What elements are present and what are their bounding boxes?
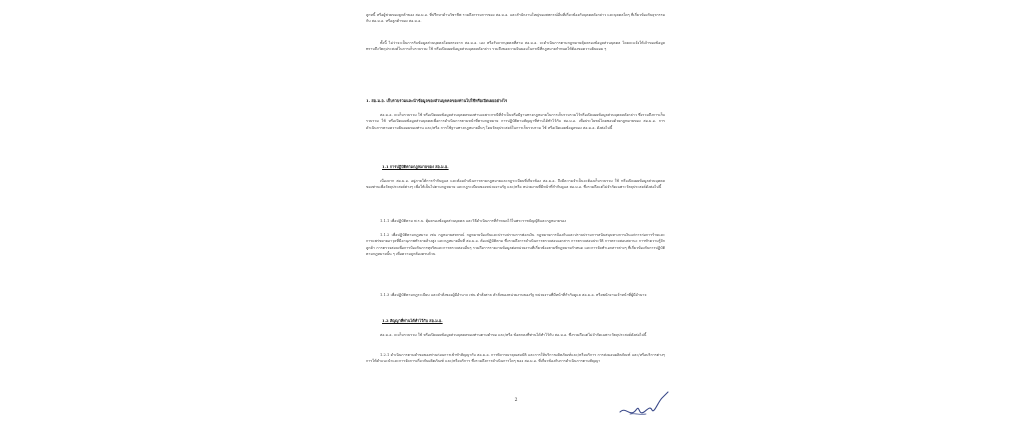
list-item-1-1-3: 1.1.3 เพื่อปฏิบัติตามกฎระเบียบ และคำสั่งของผู้มีอำนาจ เช่น คำสั่งศาล คำสั่งของหน่วยงานของรัฐ หน่วยงานที่มีหน้าที่กำกับดูแล สอ.ม.อ. หรือพนักงานเจ้าหน้าที่ผู้มีอำนาจ — [380, 293, 647, 297]
paragraph-notice: ทั้งนี้ ไม่ว่าจะเป็นการรับข้อมูลส่วนบุคคลโดยตรงจาก สอ.ม.อ. เอง หรือรับจากบุคคลที่สาม สอ.ม.อ. จะดำเนินการตามกฎหมายคุ้มครองข้อมูลส่วนบุคคล โดยจะแจ้งให้เจ้าของข้อมูลทราบถึงวัตถุประสงค์ในการเก็บรวบรวม ใช้ หรือเปิดเผยข้อมูลส่วนบุคคลดังกล่าว รวมถึงขอความยินยอมในกรณีที่กฎหมายกำหนดให้ต้องขอความยินยอม ๆ — [366, 41, 665, 52]
page-number: 2 — [514, 398, 518, 403]
paragraph-intro-continued: ลูกหนี้ หรือผู้ช่วยของลูกค้าของ สอ.ม.อ. ที่ปรึกษาด้านวิชาชีพ รวมถึงกรรมการของ สอ.ม.อ. และสำนักงานใหญ่ของสหกรณ์อื่นที่เกี่ยวข้องกับบุคคลดังกล่าว และบุคคลใดๆ ที่เกี่ยวข้องกับธุรกรรมกับ สอ.ม.อ. หรือลูกค้าของ สอ.ม.อ. — [366, 13, 665, 24]
section-heading-1: 1. สอ.ม.อ. เก็บรวบรวมและนำข้อมูลของส่วนบุคคลของท่านไปใช้หรือเปิดเผยอย่างไร — [366, 98, 508, 103]
document-page — [352, 0, 677, 433]
subheading-1-1: 1.1 การปฏิบัติตามกฎหมายของ สอ.ม.อ. — [382, 165, 449, 169]
list-item-1-1-1: 1.1.1 เพื่อปฏิบัติตาม พ.ร.บ. คุ้มครองข้อมูลส่วนบุคคล และวิธีดำเนินการที่กำหนดไว้ในพระราชบัญญัติและกฎหมายรอง — [380, 219, 567, 223]
paragraph-1-1-body: เนื่องจาก สอ.ม.อ. อยู่ภายใต้การกำกับดูแล และต้องดำเนินการตามกฎหมายและกฎระเบียบที่เกี่ยวข้อง สอ.ม.อ. จึงมีความจำเป็นจะต้องเก็บรวบรวม ใช้ หรือเปิดเผยข้อมูลส่วนบุคคลของท่านเพื่อวัตถุประสงค์ต่างๆ เพื่อให้เป็นไปตามกฎหมาย และกฎระเบียบของหน่วยงานรัฐ และ/หรือ หน่วยงานที่มีหน้าที่กำกับดูแล สอ.ม.อ. ซึ่งรวมถึงแต่ไม่จำกัดเฉพาะวัตถุประสงค์ดังต่อไปนี้ — [366, 179, 665, 190]
list-item-1-2-1: 1.2.1 ดำเนินการตามคำขอของท่านก่อนการเข้าทำสัญญากับ สอ.ม.อ. การพิจารณาคุณสมบัติ และการให้บริการผลิตภัณฑ์และ/หรือบริการ การส่งมอบผลิตภัณฑ์ และ/หรือบริการต่างๆ การให้คำแนะนำและการจัดการเกี่ยวกับผลิตภัณฑ์ และ/หรือบริการ ซึ่งรวมถึงการดำเนินการใดๆ ของ สอ.ม.อ. ที่เกี่ยวข้องกับการดำเนินการตามสัญญา — [366, 353, 665, 364]
subheading-1-2: 1.2 สัญญาที่ท่านได้ทำไว้กับ สอ.ม.อ. — [382, 319, 443, 323]
list-item-1-1-2: 1.1.2 เพื่อปฏิบัติตามกฎหมาย เช่น กฎหมายสหกรณ์ กฎหมายป้องกันและปราบปรามการฟอกเงิน กฎหมายการป้องกันและปราบปรามการสนับสนุนทางการเงินแก่การก่อการร้ายและการแพร่ขยายอาวุธที่มีอานุภาพทำลายล้างสูง และกฎหมายอื่นที่ สอ.ม.อ. ต้องปฏิบัติตาม ซึ่งรวมถึงการดำเนินการตรวจสอบเอกสาร การตรวจสอบประวัติ การตรวจสอบสถานะ การทำความรู้จักลูกค้า การตรวจสอบเพื่อการป้องกันการทุจริตและการตรวจสอบอื่นๆ รวมถึงการรายงานข้อมูลต่อหน่วยงานที่เกี่ยวข้องตามที่กฎหมายกำหนด และการจัดทำเอกสารต่างๆ ที่เกี่ยวข้องกับการปฏิบัติตามกฎหมายนั้น ๆ เพื่อความถูกต้องครบถ้วน — [366, 233, 665, 257]
signature-icon — [616, 388, 676, 423]
paragraph-1-2-body: สอ.ม.อ. จะเก็บรวบรวม ใช้ หรือเปิดเผยข้อมูลส่วนบุคคลของท่านตามคำขอ และ/หรือ ข้อตกลงที่ท่านได้ทำไว้กับ สอ.ม.อ. ซึ่งรวมถึงแต่ไม่จำกัดเฉพาะวัตถุประสงค์ดังต่อไปนี้ — [380, 333, 647, 337]
paragraph-section-1-intro: สอ.ม.อ. จะเก็บรวบรวม ใช้ หรือเปิดเผยข้อมูลส่วนบุคคลของท่านเฉพาะกรณีที่จำเป็นหรือมีฐานทางกฎหมายในการเก็บรวบรวมไว้หรือเปิดเผยข้อมูลส่วนบุคคลดังกล่าว ซึ่งรวมถึงการเก็บรวบรวม ใช้ หรือเปิดเผยข้อมูลส่วนบุคคลเพื่อการดำเนินการตามหน้าที่ตามกฎหมาย การปฏิบัติตามสัญญาที่ท่านได้ทำไว้กับ สอ.ม.อ. เพื่อประโยชน์โดยชอบด้วยกฎหมายของ สอ.ม.อ. การดำเนินการตามความยินยอมของท่าน และ/หรือ การใช้ฐานทางกฎหมายอื่นๆ โดยวัตถุประสงค์ในการเก็บรวบรวม ใช้ หรือเปิดเผยข้อมูลของ สอ.ม.อ. ดังต่อไปนี้ — [366, 113, 665, 130]
